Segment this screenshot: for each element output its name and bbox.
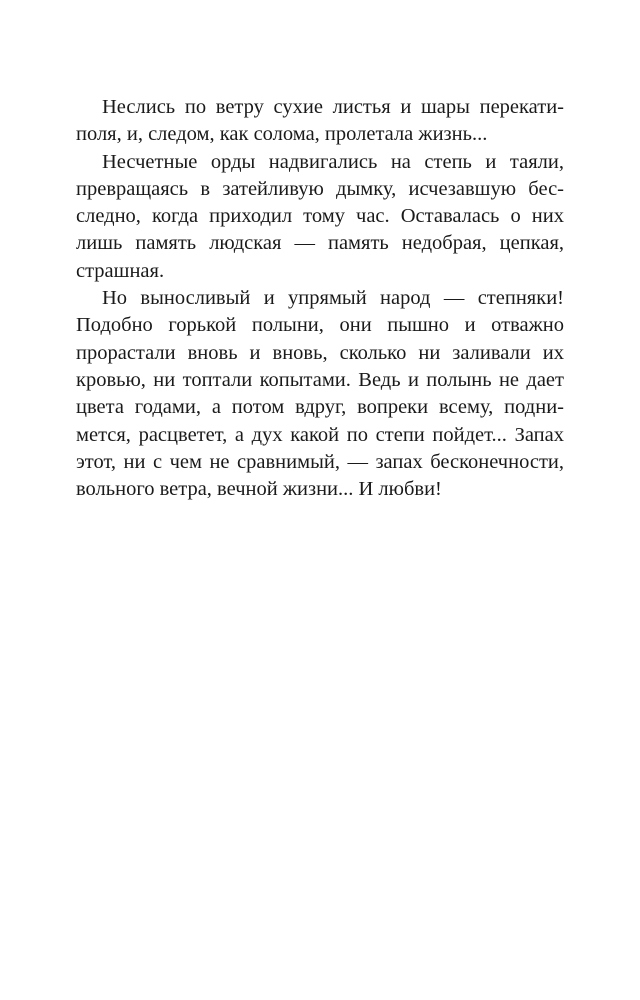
text-line: Но выносливый и упрямый народ — степняки!	[102, 287, 564, 310]
text-line: мется, расцветет, а дух какой по степи пойдет... Запах	[76, 423, 564, 446]
text-line: поля, и, следом, как солома, пролетала жизнь...	[76, 123, 488, 146]
text-line: прорастали вновь и вновь, сколько ни заливали их	[76, 341, 564, 364]
paragraph-1	[76, 94, 564, 149]
text-line: лишь память людская — память недобрая, цепкая,	[76, 232, 564, 255]
text-line: цвета годами, а потом вдруг, вопреки всему, подни-	[76, 396, 564, 419]
text-line: вольного ветра, вечной жизни... И любви!	[76, 478, 442, 501]
text-line: кровью, ни топтали копытами. Ведь и полынь не дает	[76, 368, 564, 391]
paragraph-2	[76, 149, 564, 285]
text-line: этот, ни с чем не сравнимый, — запах бесконечности,	[76, 450, 564, 473]
text-line: Подобно горькой полыни, они пышно и отважно	[76, 314, 564, 337]
book-page	[76, 94, 564, 503]
text-line: Неслись по ветру сухие листья и шары перекати-	[102, 96, 564, 118]
text-line: превращаясь в затейливую дымку, исчезавшую бес-	[76, 177, 564, 200]
paragraph-3	[76, 285, 564, 503]
text-line: следно, когда приходил тому час. Оставалась о них	[76, 205, 564, 228]
text-line: страшная.	[76, 259, 165, 282]
text-line: Несчетные орды надвигались на степь и таяли,	[102, 150, 564, 173]
